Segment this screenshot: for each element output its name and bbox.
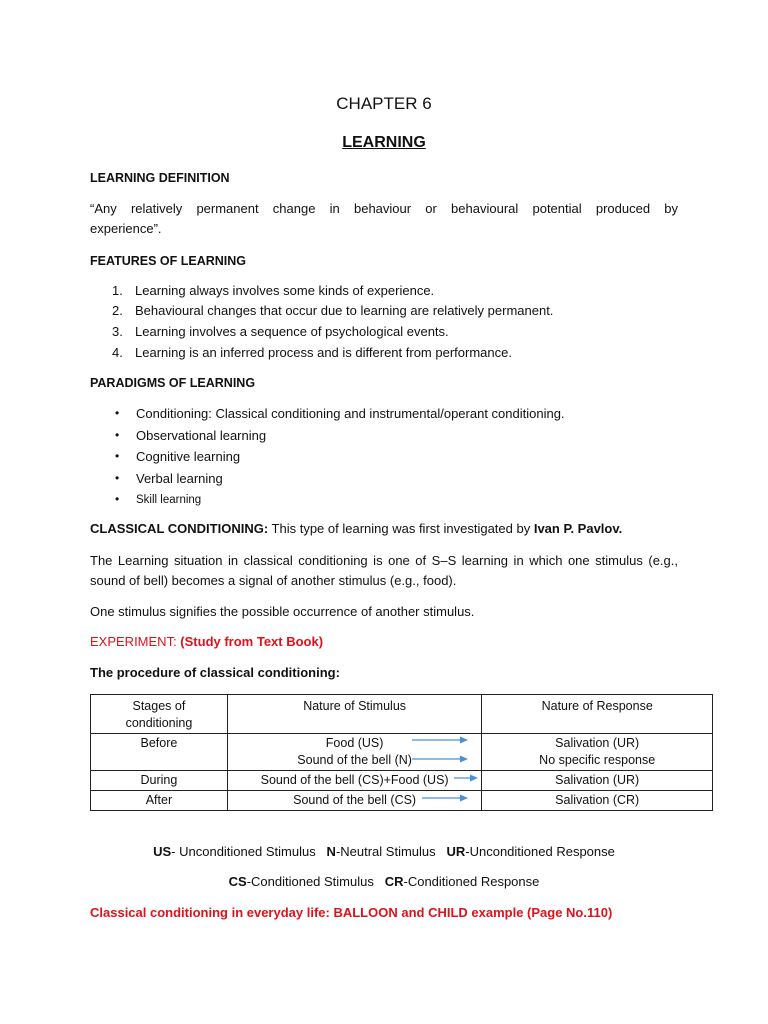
experiment-note: [90, 634, 323, 650]
response-text: Salivation (UR): [555, 736, 640, 750]
table-row: [91, 771, 713, 791]
classical-label: CLASSICAL CONDITIONING:: [90, 521, 269, 536]
paradigm-item: Observational learning: [136, 428, 267, 443]
abbreviation-definition: -Conditioned Response: [403, 874, 540, 889]
paradigm-item: Cognitive learning: [136, 449, 241, 464]
stimulus-cell: [227, 734, 482, 771]
bullet-icon: •: [115, 449, 120, 463]
features-item: [112, 345, 512, 361]
paradigm-item: Verbal learning: [136, 471, 223, 486]
abbreviation-definition: -Neutral Stimulus: [335, 844, 436, 859]
arrow-right-icon: [422, 794, 468, 802]
features-item: [112, 283, 434, 299]
abbreviation-definition: -Unconditioned Response: [465, 844, 615, 859]
chapter-number: CHAPTER 6: [336, 94, 432, 113]
arrow-right-icon: [454, 774, 478, 782]
abbreviations-line-1: [0, 844, 768, 860]
procedure-heading: The procedure of classical conditioning:: [90, 665, 340, 680]
stage-cell: Before: [91, 734, 228, 771]
stimulus-text: Sound of the bell (CS)+Food (US): [260, 773, 449, 787]
item-text: Learning is an inferred process and is different from performance.: [135, 345, 512, 360]
response-cell: Salivation (UR): [482, 771, 713, 791]
experiment-label: EXPERIMENT:: [90, 634, 177, 649]
item-text: Behavioural changes that occur due to learning are relatively permanent.: [135, 303, 554, 318]
stage-cell: During: [91, 771, 228, 791]
table-row: [91, 734, 713, 771]
stimulus-cell: [227, 771, 482, 791]
classical-paragraph-line-2: sound of bell) becomes a signal of another stimulus (e.g., food).: [90, 573, 457, 588]
experiment-reference: (Study from Text Book): [176, 634, 324, 649]
bullet-icon: •: [115, 406, 120, 420]
stimulus-cell: [227, 791, 482, 811]
abbreviation-definition: - Unconditioned Stimulus: [171, 844, 316, 859]
abbreviation: CS: [228, 874, 247, 889]
definition-line-2: experience”.: [90, 221, 162, 236]
response-cell: Salivation (CR): [482, 791, 713, 811]
paradigm-item: [136, 406, 565, 422]
bullet-icon: •: [115, 492, 120, 506]
abbreviation-definition: -Conditioned Stimulus: [246, 874, 374, 889]
everyday-example-note: Classical conditioning in everyday life: BALLOON and CHILD example (Page No.110): [90, 905, 613, 920]
column-header: Nature of Response: [482, 695, 713, 734]
item-text: Learning involves a sequence of psychological events.: [135, 324, 449, 339]
item-number: 3.: [112, 324, 123, 339]
abbreviation: CR: [384, 874, 404, 889]
abbreviations-line-2: [0, 874, 768, 890]
paradigm-item-bold: Conditioning:: [136, 406, 212, 421]
stimulus-text: Sound of the bell (N): [297, 753, 412, 767]
paradigm-item: Skill learning: [136, 494, 202, 506]
stimulus-sentence: One stimulus signifies the possible occurrence of another stimulus.: [90, 604, 475, 619]
item-number: 1.: [112, 283, 123, 298]
stimulus-text: Sound of the bell (CS): [293, 793, 417, 807]
table-row: [91, 791, 713, 811]
table-header-row: [91, 695, 713, 734]
column-header: Stages of conditioning: [91, 695, 228, 734]
abbreviation: UR: [446, 844, 466, 859]
pavlov-name: Ivan P. Pavlov.: [533, 521, 623, 536]
item-number: 2.: [112, 303, 123, 318]
item-text: Learning always involves some kinds of experience.: [135, 283, 435, 298]
bullet-icon: •: [115, 471, 120, 485]
paradigms-heading: PARADIGMS OF LEARNING: [90, 376, 256, 390]
arrow-right-icon: [412, 755, 468, 763]
response-text: No specific response: [539, 753, 656, 767]
definition-text: [90, 199, 678, 239]
arrow-right-icon: [412, 736, 468, 744]
definition-line-1: “Any relatively permanent change in behaviour or behavioural potential produced by: [90, 201, 678, 216]
response-cell: [482, 734, 713, 771]
column-header: Nature of Stimulus: [227, 695, 482, 734]
abbreviation: N: [326, 844, 336, 859]
bullet-icon: •: [115, 428, 120, 442]
classical-paragraph: [90, 551, 678, 591]
features-item: [112, 303, 553, 319]
classical-conditioning-intro: [90, 521, 622, 537]
classical-paragraph-line-1: The Learning situation in classical conditioning is one of S–S learning in which one stimulus (e.g.,: [90, 553, 678, 568]
features-heading: FEATURES OF LEARNING: [90, 254, 247, 268]
features-item: [112, 324, 449, 340]
procedure-table: [90, 694, 713, 811]
definition-heading: LEARNING DEFINITION: [90, 171, 230, 185]
classical-text: This type of learning was first investigated by: [268, 521, 534, 536]
stage-cell: After: [91, 791, 228, 811]
paradigm-item-text: Classical conditioning and instrumental/operant conditioning.: [211, 406, 565, 421]
stimulus-text: Food (US): [325, 736, 384, 750]
chapter-title: LEARNING: [342, 134, 426, 151]
abbreviation: US: [153, 844, 172, 859]
item-number: 4.: [112, 345, 123, 360]
